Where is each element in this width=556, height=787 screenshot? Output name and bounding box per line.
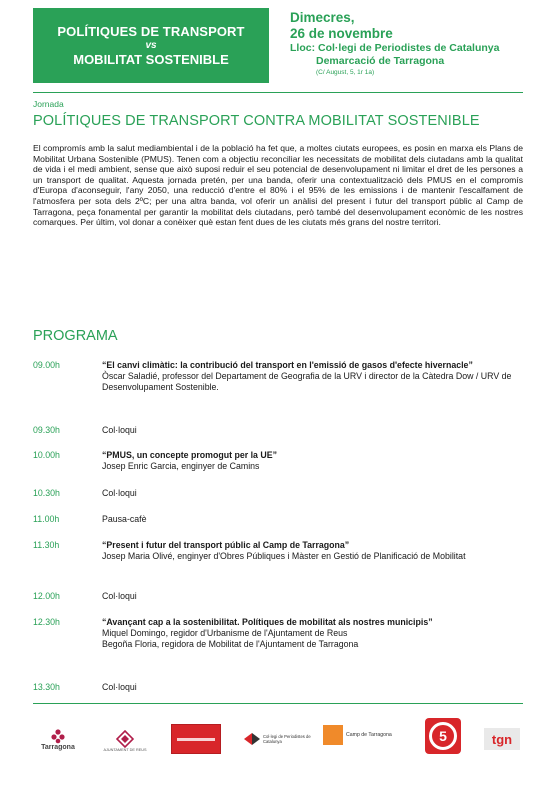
program-time: 13.30h [33, 682, 60, 692]
program-speaker: Miquel Domingo, regidor d'Urbanisme de l'Ajuntament de Reus [102, 628, 348, 638]
program-speaker: Òscar Saladié, professor del Departament de Geografia de la URV i director de la Càtedra Dow / URV de Desenvolupament Sostenible. [102, 371, 512, 392]
header-title-line1: POLÍTIQUES DE TRANSPORT [57, 24, 245, 39]
header-banner [33, 8, 269, 83]
jornada-label: Jornada [33, 99, 64, 109]
bottom-divider [33, 703, 523, 704]
program-time: 10.00h [33, 450, 60, 460]
program-title: “PMUS, un concepte promogut per la UE” [102, 450, 277, 460]
reus-emblem-icon [116, 730, 134, 748]
program-time: 09.00h [33, 360, 60, 370]
col-periodistes-logo-text: Col·legi de Periodistes de Catalunya [263, 734, 311, 744]
emt-number: 5 [439, 728, 447, 744]
camp-tarragona-logo-text: Camp de Tarragona [346, 732, 392, 738]
jornada-title: POLÍTIQUES DE TRANSPORT CONTRA MOBILITAT SOSTENIBLE [33, 113, 480, 129]
tarragona-logo [33, 722, 83, 756]
venue-address: (C/ August, 5, 1r 1a) [316, 69, 375, 76]
venue-line1: Lloc: Col·legi de Periodistes de Catalunya [290, 42, 500, 54]
event-day: Dimecres, [290, 10, 355, 25]
program-title: “Present i futur del transport públic al Camp de Tarragona” [102, 540, 350, 550]
emt-logo [425, 718, 461, 754]
event-date: 26 de novembre [290, 26, 393, 41]
program-speaker: Josep Maria Olivé, enginyer d'Obres Públiques i Màster en Gestió de Planificació de Mobilitat [102, 551, 466, 561]
red-banner-logo [171, 724, 221, 754]
program-text: Pausa-cafè [102, 514, 147, 524]
red-banner-stripe [177, 738, 215, 741]
header-title-line2: MOBILITAT SOSTENIBLE [73, 52, 229, 67]
tarragona-logo-text: Tarragona [41, 743, 75, 751]
reus-logo-text: AJUNTAMENT DE REUS [103, 748, 147, 752]
program-text: Col·loqui [102, 682, 137, 692]
venue-line2: Demarcació de Tarragona [316, 55, 445, 67]
event-info [290, 10, 499, 77]
program-text: Col·loqui [102, 488, 137, 498]
program-text: Col·loqui [102, 425, 137, 435]
program-time: 12.00h [33, 591, 60, 601]
col-periodistes-logo [243, 726, 313, 752]
tgn-logo-text: tgn [491, 731, 513, 747]
camp-tarragona-logo [323, 722, 401, 748]
sponsor-logos [33, 712, 523, 762]
program-time: 10.30h [33, 488, 60, 498]
reus-logo [99, 724, 151, 758]
program-speaker: Begoña Floria, regidora de Mobilitat de l'Ajuntament de Tarragona [102, 639, 359, 649]
intro-paragraph: El compromís amb la salut mediambiental i de la població ha fet que, a moltes ciutats europees, es posin en marxa els Plans de Mobilitat Urbana Sostenible (PMUS). Tenen com a objectiu reconciliar les necessitats de mobilitat dels ciutadans amb la qualitat de vida i el medi ambient, sense que això suposi reduir el seu potencial de desenvolupament ni limitar el dret de les persones a un transport de qualitat. Aquesta jornada pretén, per una banda, oferir una contextualització dels PMUS en el compromís d'Europa d'aconseguir, l'any 2050, una reducció d'entre el 80% i el 95% de les emissions i de mantenir l'escalfament de l'atmosfera per sota dels 2ºC; per una altra banda, vol oferir un anàlisi del present i futur del transport públic al Camp de Tarragona, peça fonamental per garantir la mobilitat dels ciutadans, però també del desenvolupament econòmic de les nostres comarques. Per últim, vol donar a conèixer què estan fent dues de les ciutats més grans del nostre territori. [33, 143, 523, 228]
program-speaker: Josep Enric Garcia, enginyer de Camins [102, 461, 260, 471]
programa-heading: PROGRAMA [33, 328, 118, 344]
program-title: “Avançant cap a la sostenibilitat. Polítiques de mobilitat als nostres municipis” [102, 617, 433, 627]
program-time: 12.30h [33, 617, 60, 627]
tgn-logo [484, 728, 520, 750]
camp-tarragona-square-icon [323, 725, 343, 745]
emt-circle-icon [429, 722, 457, 750]
header-vs: vs [145, 40, 157, 51]
program-text: Col·loqui [102, 591, 137, 601]
program-title: “El canvi climàtic: la contribució del transport en l'emissió de gasos d'efecte hivernacle” [102, 360, 473, 370]
top-divider [33, 92, 523, 93]
program-time: 11.30h [33, 540, 60, 550]
program-time: 09.30h [33, 425, 60, 435]
tarragona-emblem-icon [50, 728, 66, 744]
program-time: 11.00h [33, 514, 60, 524]
periodistes-emblem-icon [243, 731, 261, 747]
